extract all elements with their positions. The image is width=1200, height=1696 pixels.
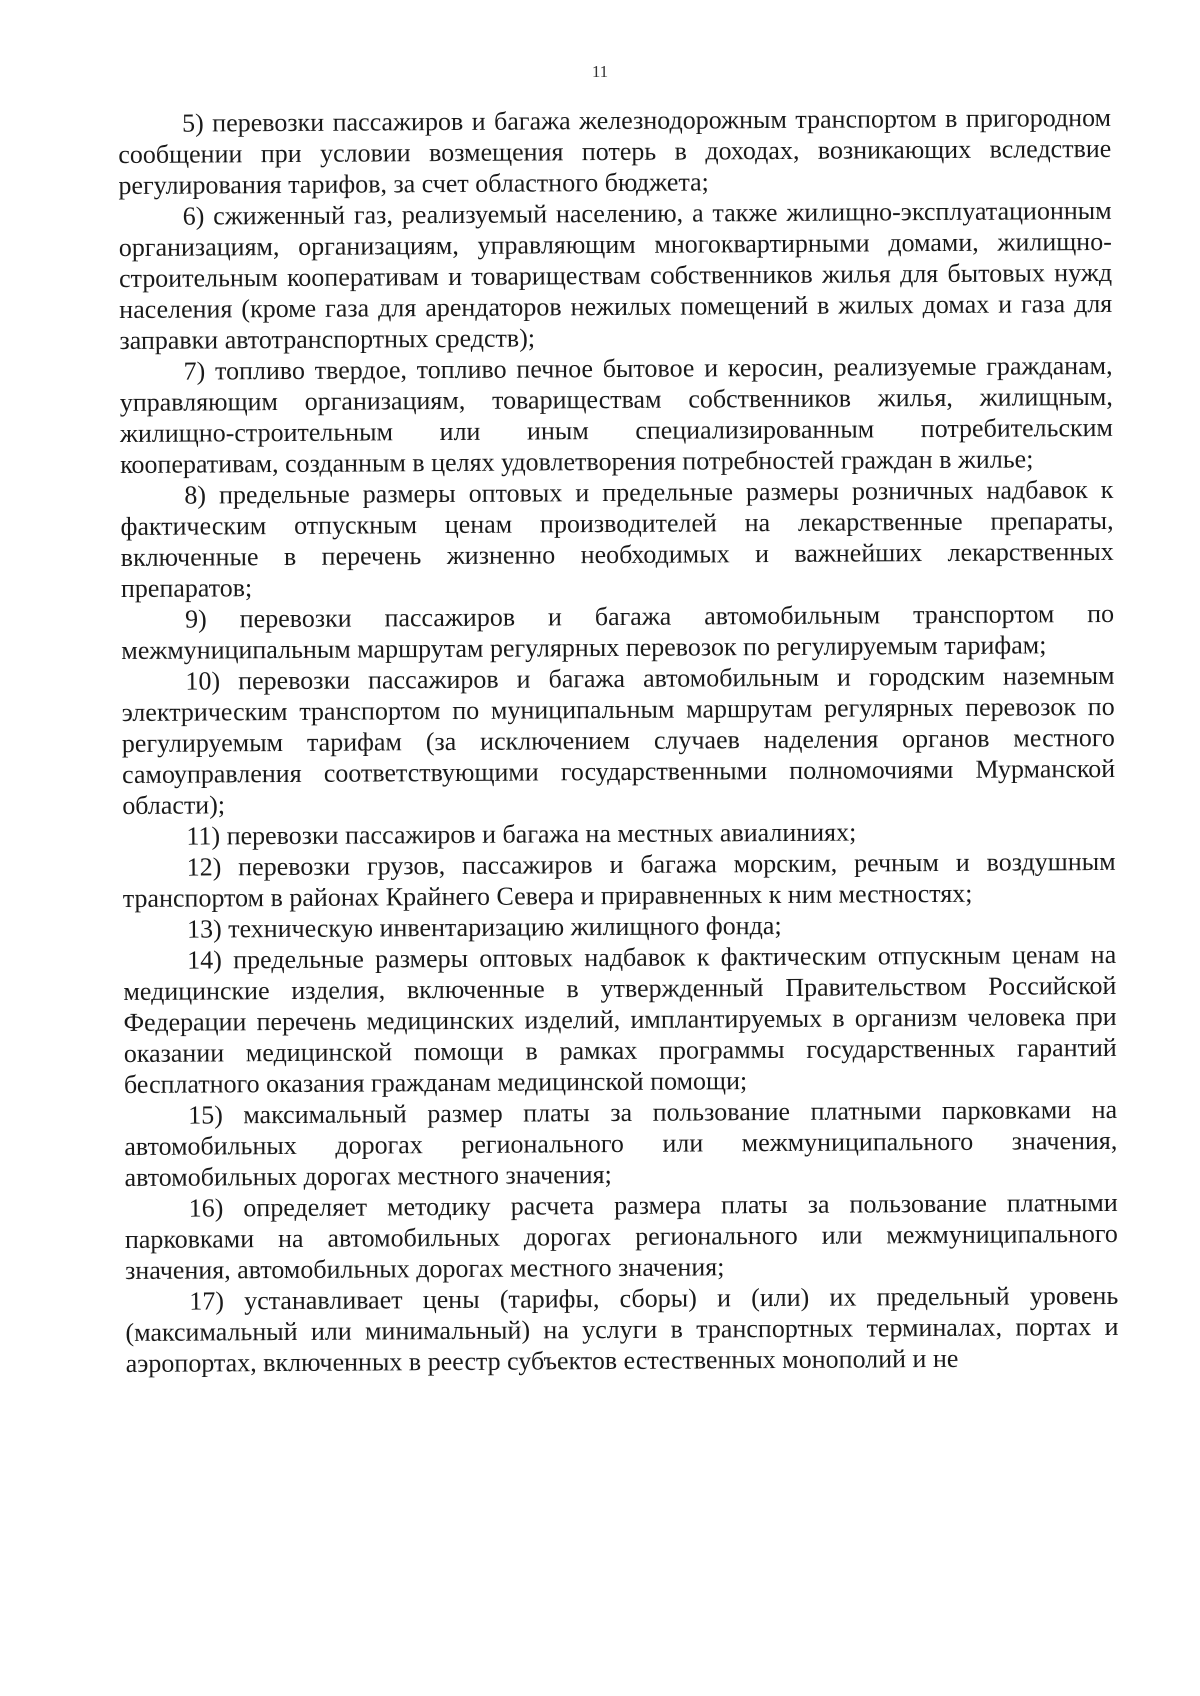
list-item-6: 6) сжиженный газ, реализуемый населению, а также жилищно-эксплуатационным организациям, организациям, управляющим многоквартирными домами, жилищно-строительным кооперативам и товариществам собственников жилья для бытовых нужд населения (кроме газа для арендаторов нежилых помещений в жилых домах и газа для заправки автотранспортных средств);	[118, 195, 1113, 355]
document-body	[118, 102, 1119, 1379]
list-item-10: 10) перевозки пассажиров и багажа автомобильным и городским наземным электрическим транспортом по муниципальным маршрутам регулярных перевозок по регулируемым тарифам (за исключением случаев наделения органов местного самоуправления соответствующими государственными полномочиями Мурманской области);	[121, 660, 1116, 820]
list-item-12: 12) перевозки грузов, пассажиров и багажа морским, речным и воздушным транспортом в районах Крайнего Севера и приравненных к ним местностях;	[122, 846, 1116, 913]
page-number: 11	[591, 62, 609, 81]
list-item-9: 9) перевозки пассажиров и багажа автомобильным транспортом по межмуниципальным маршрутам регулярных перевозок по регулируемым тарифам;	[121, 598, 1115, 665]
list-item-14: 14) предельные размеры оптовых надбавок к фактическим отпускным ценам на медицинские изделия, включенные в утвержденный Правительством Российской Федерации перечень медицинских изделий, имплантируемых в организм человека при оказании медицинской помощи в рамках программы государственных гарантий бесплатного оказания гражданам медицинской помощи;	[123, 939, 1117, 1099]
list-item-8: 8) предельные размеры оптовых и предельные размеры розничных надбавок к фактическим отпускным ценам производителей на лекарственные препараты, включенные в перечень жизненно необходимых и важнейших лекарственных препаратов;	[120, 474, 1114, 603]
list-item-16: 16) определяет методику расчета размера платы за пользование платными парковками на автомобильных дорогах регионального или межмуниципального значения, автомобильных дорогах местного значения;	[124, 1187, 1118, 1285]
list-item-15: 15) максимальный размер платы за пользование платными парковками на автомобильных дорогах регионального или межмуниципального значения, автомобильных дорогах местного значения;	[124, 1094, 1118, 1192]
list-item-7: 7) топливо твердое, топливо печное бытовое и керосин, реализуемые гражданам, управляющим организациям, товариществам собственников жилья, жилищным, жилищно-строительным или иным специализированным потребительским кооперативам, созданным в целях удовлетворения потребностей граждан в жилье;	[119, 350, 1114, 479]
list-item-13: 13) техническую инвентаризацию жилищного фонда;	[186, 910, 782, 944]
list-item-11: 11) перевозки пассажиров и багажа на местных авиалиниях;	[186, 817, 857, 851]
list-item-17: 17) устанавливает цены (тарифы, сборы) и (или) их предельный уровень (максимальный или минимальный) на услуги в транспортных терминалах, портах и аэропортах, включенных в реестр субъектов естественных монополий и не	[125, 1280, 1119, 1378]
list-item-5: 5) перевозки пассажиров и багажа железнодорожным транспортом в пригородном сообщении при условии возмещения потерь в доходах, возникающих вследствие регулирования тарифов, за счет областного бюджета;	[118, 102, 1112, 200]
